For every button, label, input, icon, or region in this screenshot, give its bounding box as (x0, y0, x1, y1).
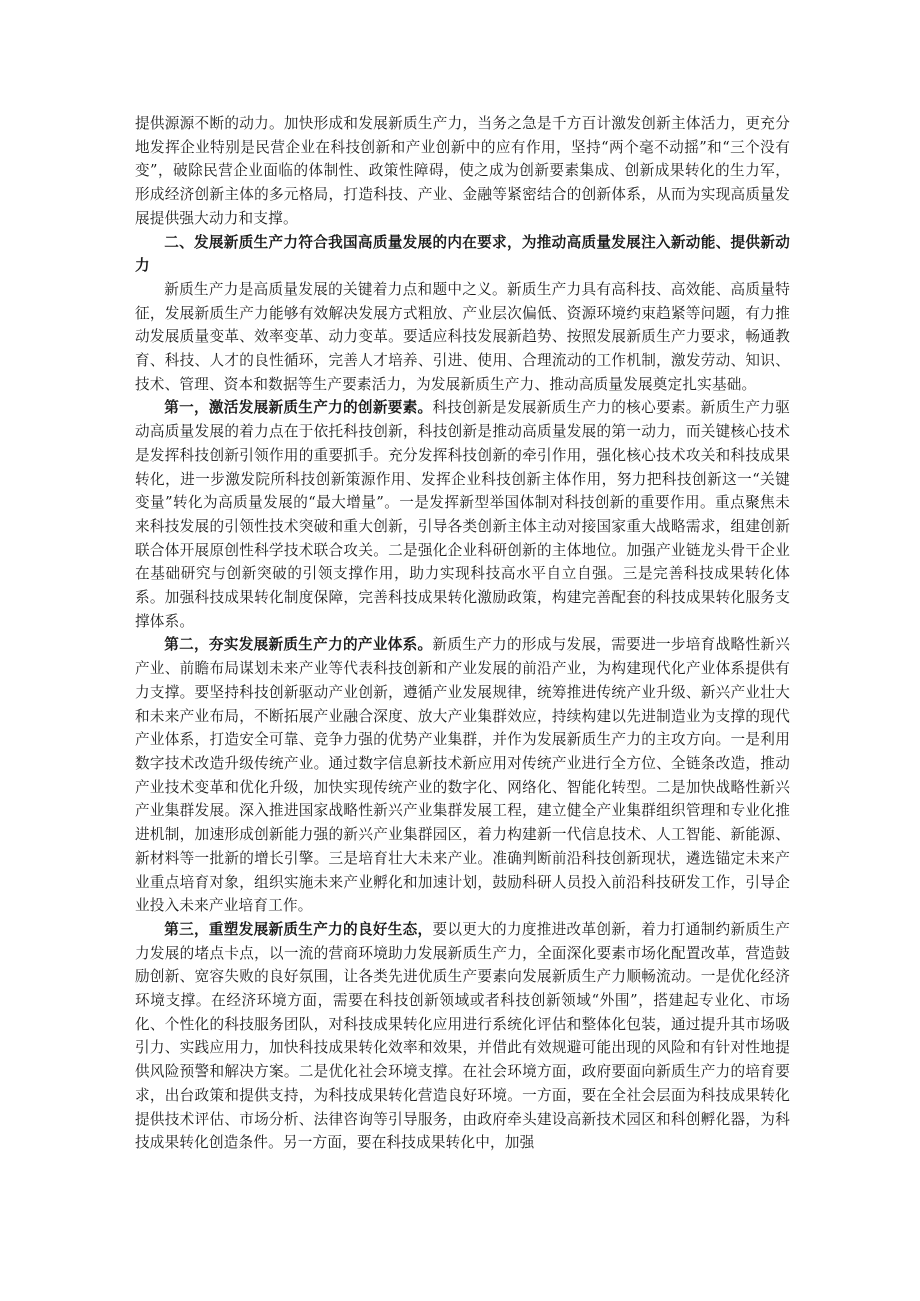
point-three-body: 要以更大的力度推进改革创新，着力打通制约新质生产力发展的堵点卡点，以一流的营商环境助力发展新质生产力，全面深化要素市场化配置改革，营造鼓励创新、宽容失败的良好氛围，让各类先进优质生产要素向发展新质生产力顺畅流动。一是优化经济环境支撑。在经济环境方面，需要在科技创新领域或者科技创新领域“外围”，搭建起专业化、市场化、个性化的科技服务团队，对科技成果转化应用进行系统化评估和整体化包装，通过提升其市场吸引力、实践应用力，加快科技成果转化效率和效果，并借此有效规避可能出现的风险和有针对性地提供风险预警和解决方案。二是优化社会环境支撑。在社会环境方面，政府要面向新质生产力的培育要求，出台政策和提供支持，为科技成果转化营造良好环境。一方面，要在全社会层面为科技成果转化提供技术评估、市场分析、法律咨询等引导服务，由政府牵头建设高新技术园区和科创孵化器，为科技成果转化创造条件。另一方面，要在科技成果转化中，加强 (135, 920, 790, 1152)
point-two-body: 新质生产力的形成与发展，需要进一步培育战略性新兴产业、前瞻布局谋划未来产业等代表科技创新和产业发展的前沿产业，为构建现代化产业体系提供有力支撑。要坚持科技创新驱动产业创新，遵循产业发展规律，统筹推进传统产业升级、新兴产业壮大和未来产业布局，不断拓展产业融合深度、放大产业集群效应，持续构建以先进制造业为支撑的现代产业体系，打造安全可靠、竞争力强的优势产业集群，并作为发展新质生产力的主攻方向。一是利用数字技术改造升级传统产业。通过数字信息新技术新应用对传统产业进行全方位、全链条改造，推动产业技术变革和优化升级，加快实现传统产业的数字化、网络化、智能化转型。二是加快战略性新兴产业集群发展。深入推进国家战略性新兴产业集群发展工程，建立健全产业集群组织管理和专业化推进机制，加速形成创新能力强的新兴产业集群园区，着力构建新一代信息技术、人工智能、新能源、新材料等一批新的增长引擎。三是培育壮大未来产业。准确判断前沿科技创新现状，遴选锚定未来产业重点培育对象，组织实施未来产业孵化和加速计划，鼓励科研人员投入前沿科技研发工作，引导企业投入未来产业培育工作。 (135, 636, 790, 915)
point-two-paragraph (135, 633, 790, 917)
document-page (135, 112, 790, 1155)
point-one-body: 科技创新是发展新质生产力的核心要素。新质生产力驱动高质量发展的着力点在于依托科技创新，科技创新是推动高质量发展的第一动力，而关键核心技术是发挥科技创新引领作用的重要抓手。充分发挥科技创新的牵引作用，强化核心技术攻关和科技成果转化，进一步激发院所科技创新策源作用、发挥企业科技创新主体作用，努力把科技创新这一“关键变量”转化为高质量发展的“最大增量”。一是发挥新型举国体制对科技创新的重要作用。重点聚焦未来科技发展的引领性技术突破和重大创新，引导各类创新主体主动对接国家重大战略需求，组建创新联合体开展原创性科学技术联合攻关。二是强化企业科研创新的主体地位。加强产业链龙头骨干企业在基础研究与创新突破的引领支撑作用，助力实现科技高水平自立自强。三是完善科技成果转化体系。加强科技成果转化制度保障，完善科技成果转化激励政策，构建完善配套的科技成果转化服务支撑体系。 (135, 399, 790, 630)
point-one-lead: 第一，激活发展新质生产力的创新要素。 (164, 399, 433, 417)
intro-paragraph: 提供源源不断的动力。加快形成和发展新质生产力，当务之急是千方百计激发创新主体活力，更充分地发挥企业特别是民营企业在科技创新和产业创新中的应有作用，坚持“两个毫不动摇”和“三个没有变”，破除民营企业面临的体制性、政策性障碍，使之成为创新要素集成、创新成果转化的生力军，形成经济创新主体的多元格局，打造科技、产业、金融等紧密结合的创新体系，从而为实现高质量发展提供强大动力和支撑。 (135, 115, 790, 227)
point-one-paragraph (135, 396, 790, 633)
point-two-lead: 第二，夯实发展新质生产力的产业体系。 (164, 636, 433, 654)
point-three-lead: 第三，重塑发展新质生产力的良好生态， (164, 920, 433, 938)
section-intro-paragraph: 新质生产力是高质量发展的关键着力点和题中之义。新质生产力具有高科技、高效能、高质量特征，发展新质生产力能够有效解决发展方式粗放、产业层次偏低、资源环境约束趋紧等问题，有力推动发展质量变革、效率变革、动力变革。要适应科技发展新趋势、按照发展新质生产力要求，畅通教育、科技、人才的良性循环，完善人才培养、引进、使用、合理流动的工作机制，激发劳动、知识、技术、管理、资本和数据等生产要素活力，为发展新质生产力、推动高质量发展奠定扎实基础。 (135, 280, 790, 393)
section-heading: 二、发展新质生产力符合我国高质量发展的内在要求，为推动高质量发展注入新动能、提供新动力 (135, 233, 790, 275)
point-three-paragraph (135, 918, 790, 1155)
